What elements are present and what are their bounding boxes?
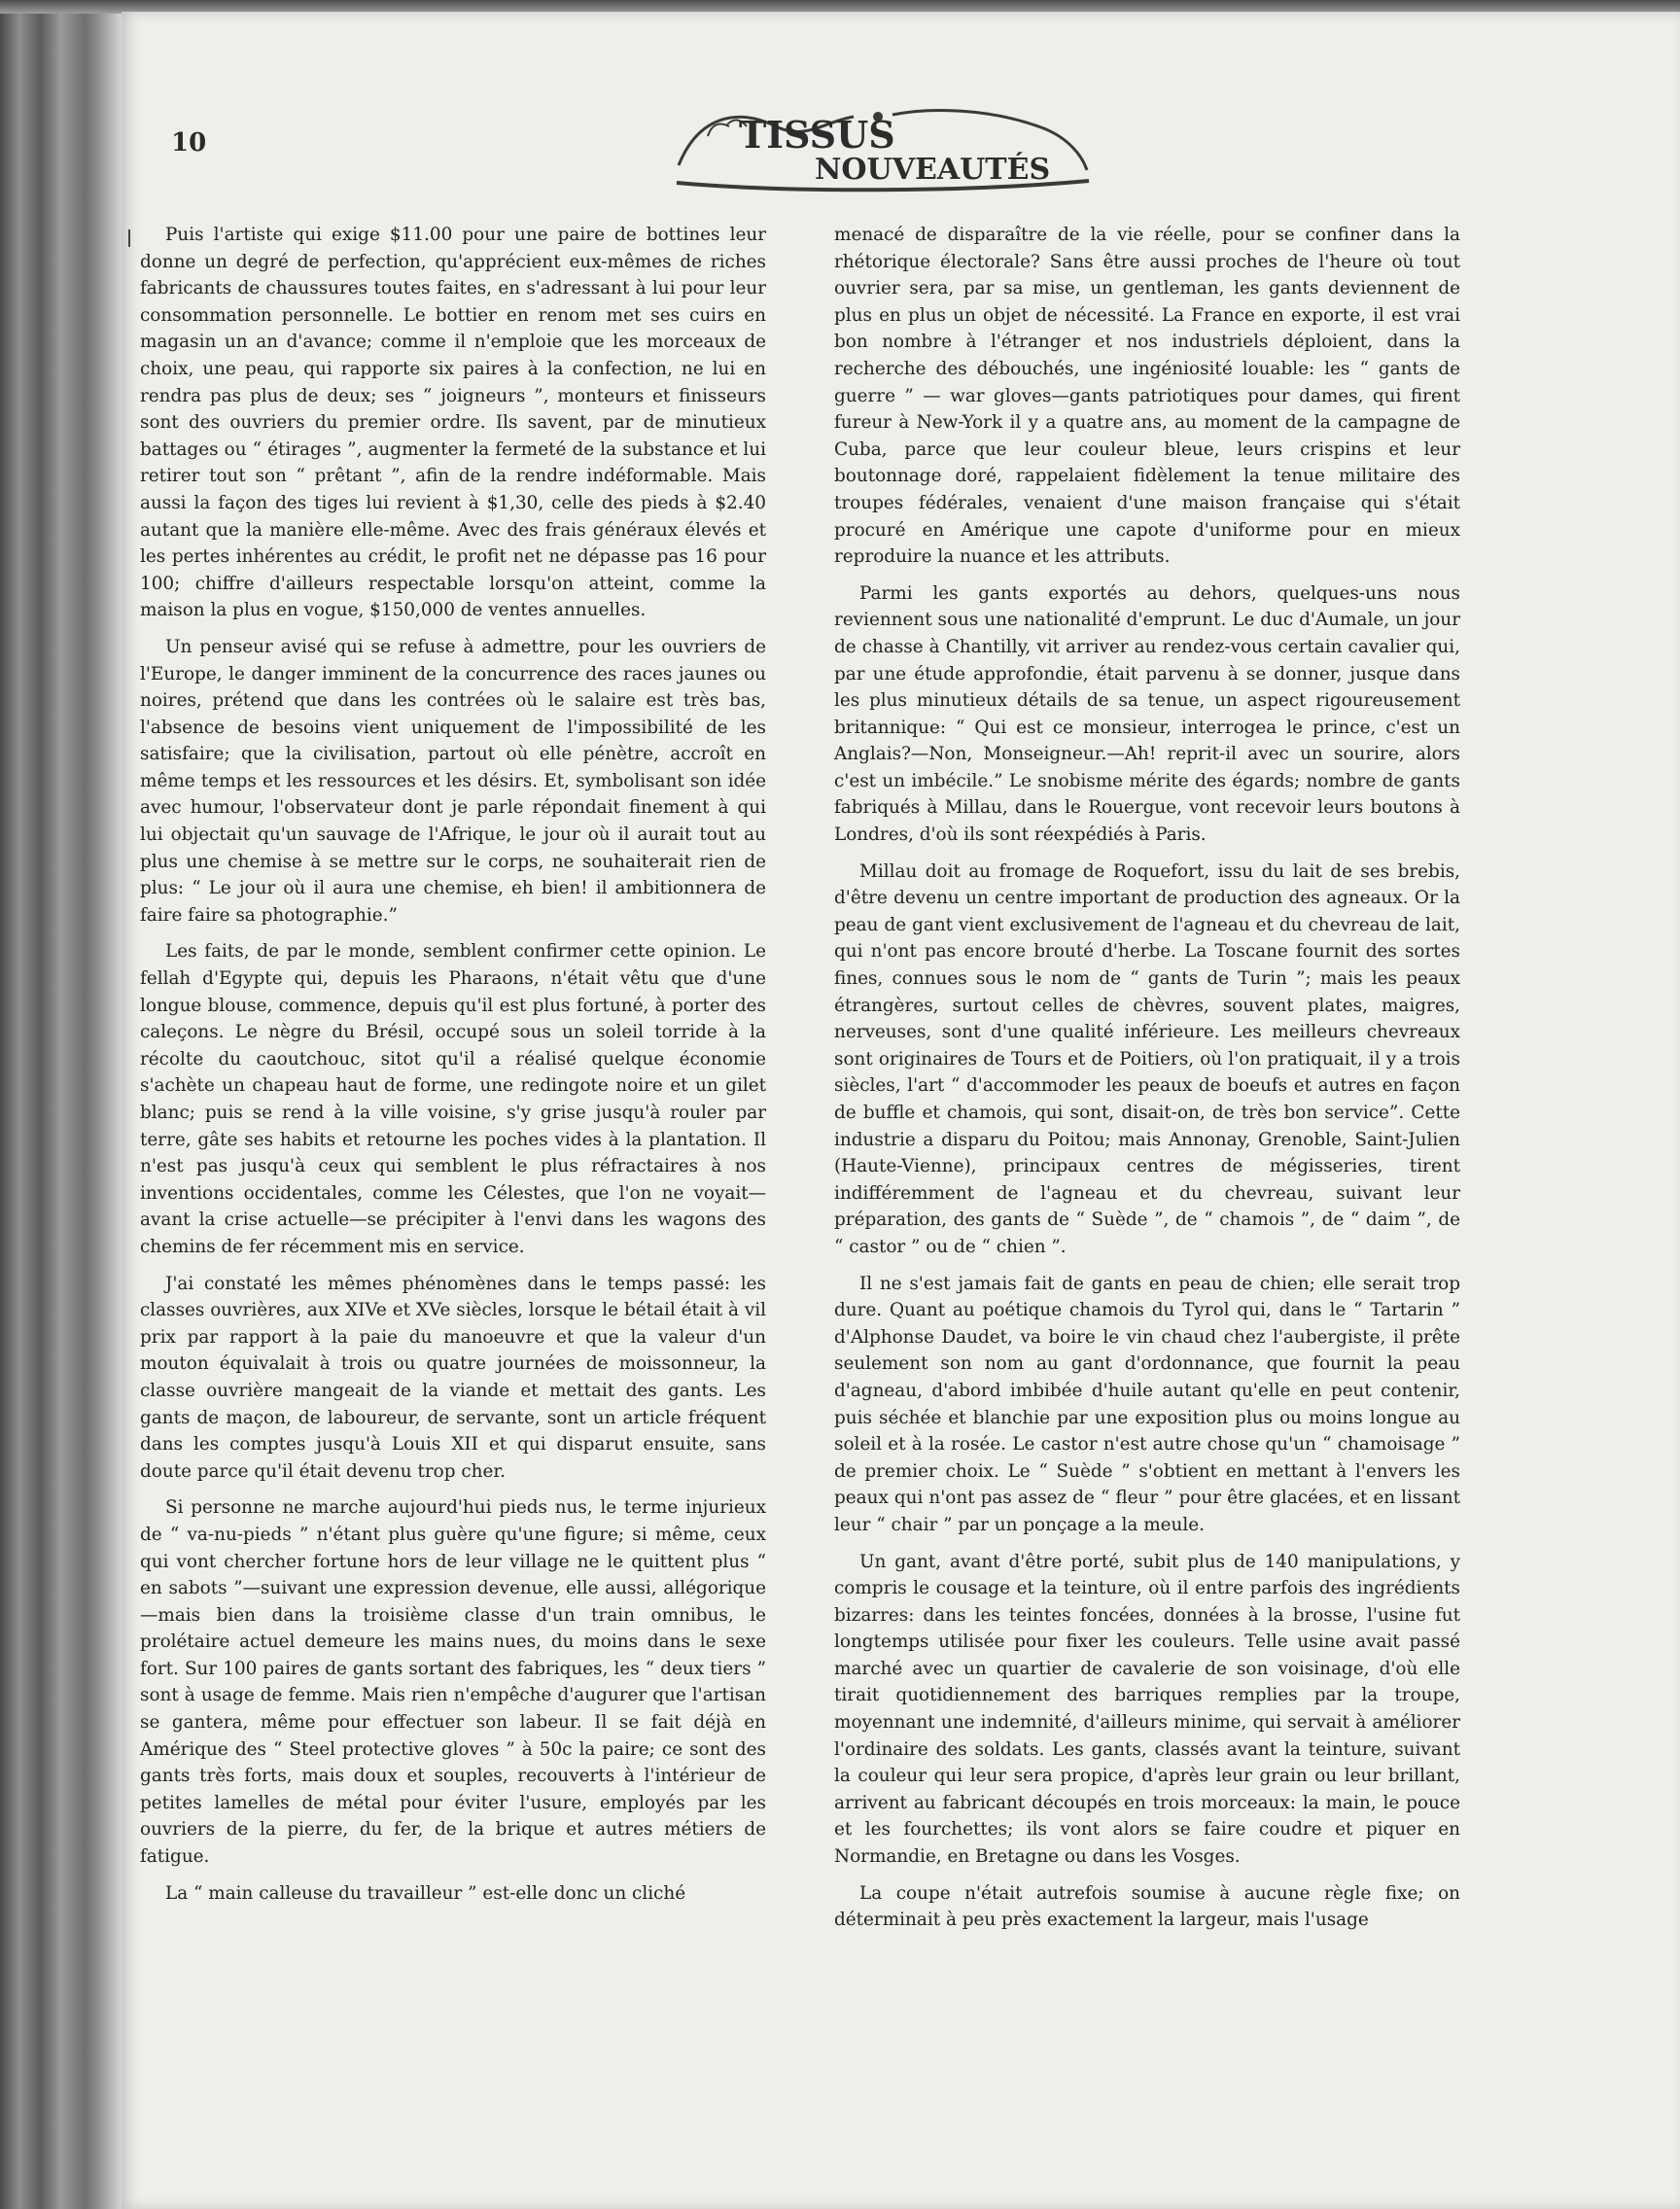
right-paragraph-1: menacé de disparaître de la vie réelle, pour se confiner dans la rhétorique électorale? Sans être aussi proches de l'heure où tout ouvrier sera, par sa mise, un gentleman, les gants deviennent de plus en plus un objet de nécessité. La France en exporte, il est vrai bon nombre à l'étranger et nos industriels déploient, dans la recherche des débouchés, une ingéniosité louable: les “ gants de guerre ” — war gloves—gants patriotiques pour dames, qui firent fureur à New-York il y a quatre ans, au moment de la campagne de Cuba, parce que leur couleur bleue, leurs crispins et leur boutonnage doré, rappelaient fidèlement la tenue militaire des troupes fédérales, venaient d'une maison française qui s'était procuré en Amérique une capote d'uniforme pour en mieux reproduire la nuance et les attributs. <box>834 225 1460 568</box>
page-number: 10 <box>171 128 207 158</box>
masthead-line1: TISSUS <box>739 113 895 157</box>
left-paragraph-2: Un penseur avisé qui se refuse à admettre, pour les ouvriers de l'Europe, le danger imminent de la concurrence des races jaunes ou noires, prétend que dans les contrées où le salaire est très bas, l'absence de besoins vient uniquement de l'impossibilité de les satisfaire; que la civilisation, partout où elle pénètre, accroît en même temps et les ressources et les désirs. Et, symbolisant son idée avec humour, l'observateur dont je parle répondait finement à qui lui objectait qu'un sauvage de l'Afrique, le jour où il aurait tout au plus une chemise à se mettre sur le corps, ne souhaiterait rien de plus: “ Le jour où il aura une chemise, eh bien! il ambitionnera de faire faire sa photographie.” <box>140 636 766 926</box>
left-paragraph-5: Si personne ne marche aujourd'hui pieds nus, le terme injurieux de “ va-nu-pieds ” n'étant plus guère qu'une figure; si même, ceux qui vont chercher fortune hors de leur village ne le quittent plus “ en sabots ”—suivant une expression devenue, elle aussi, allégorique—mais bien dans la troisième classe d'un train omnibus, le prolétaire actuel demeure les mains nues, du moins dans le sexe fort. Sur 100 paires de gants sortant des fabriques, les “ deux tiers ” sont à usage de femme. Mais rien n'empêche d'augurer que l'artisan se gantera, même pour effectuer son labeur. Il se fait déjà en Amérique des “ Steel protective gloves ” à 50c la paire; ce sont des gants très forts, mais doux et souples, recouverts à l'intérieur de petites lamelles de métal pour éviter l'usure, employés par les ouvriers de la pierre, du fer, de la brique et autres métiers de fatigue. <box>140 1497 766 1868</box>
masthead-logo-graphic <box>669 97 1095 198</box>
left-paragraph-4: J'ai constaté les mêmes phénomènes dans le temps passé: les classes ouvrières, aux XIVe et XVe siècles, lorsque le bétail était à vil prix par rapport à la paie du manoeuvre et que la valeur d'un mouton équivalait à trois ou quatre journées de moissonneur, la classe ouvrière mangeait de la viande et mettait des gants. Les gants de maçon, de laboureur, de servante, sont un article fréquent dans les comptes jusqu'à Louis XII et qui disparut ensuite, sans doute parce qu'il était devenu trop cher. <box>140 1273 766 1482</box>
right-paragraph-4: Il ne s'est jamais fait de gants en peau de chien; elle serait trop dure. Quant au poétique chamois du Tyrol qui, dans le “ Tartarin ” d'Alphonse Daudet, va boire le vin chaud chez l'aubergiste, il prête seulement son nom au gant d'ordonnance, que fournit la peau d'agneau, d'abord imbibée d'huile autant qu'elle en peut contenir, puis séchée et blanchie par une exposition plus ou moins longue au soleil et à la rosée. Le castor n'est autre chose qu'un “ chamoisage ” de premier choix. Le “ Suède ” s'obtient en mettant à l'envers les peaux qui n'ont pas assez de “ fleur ” pour être glacées, et en lissant leur “ chair ” par un ponçage a la meule. <box>834 1273 1460 1535</box>
right-paragraph-6: La coupe n'était autrefois soumise à aucune règle fixe; on déterminait à peu près exactement la largeur, mais l'usage <box>834 1882 1460 1931</box>
margin-mark <box>128 229 130 247</box>
left-paragraph-1: Puis l'artiste qui exige $11.00 pour une paire de bottines leur donne un degré de perfection, qu'apprécient eux-mêmes de riches fabricants de chaussures toutes faites, en s'adressant à lui pour leur consommation personnelle. Le bottier en renom met ses cuirs en magasin un an d'avance; comme il n'emploie que les morceaux de choix, une peau, qui rapporte six paires à la confection, ne lui en rendra pas plus de deux; ses “ joigneurs ”, monteurs et finisseurs sont des ouvriers du premier ordre. Ils savent, par de minutieux battages ou “ étirages ”, augmenter la fermeté de la substance et lui retirer tout son “ prêtant ”, afin de la rendre indéformable. Mais aussi la façon des tiges lui revient à $1,30, celle des pieds à $2.40 autant que la manière elle-même. Avec des frais généraux élevés et les pertes inhérentes au crédit, le profit net ne dépasse pas 16 pour 100; chiffre d'ailleurs respectable lorsqu'on atteint, comme la maison la plus en vogue, $150,000 de ventes annuelles. <box>140 225 766 621</box>
masthead-line2: NOUVEAUTÉS <box>815 153 1051 187</box>
right-paragraph-2: Parmi les gants exportés au dehors, quelques-uns nous reviennent sous une nationalité d'emprunt. Le duc d'Aumale, un jour de chasse à Chantilly, vit arriver au rendez-vous certain cavalier qui, par une étude approfondie, était parvenu à se donner, jusque dans les plus minutieux détails de sa tenue, un aspect rigoureusement britannique: “ Qui est ce monsieur, interrogea le prince, c'est un Anglais?—Non, Monseigneur.—Ah! reprit-il avec un sourire, alors c'est un imbécile.” Le snobisme mérite des égards; nombre de gants fabriqués à Millau, dans le Rouergue, vont recevoir leurs boutons à Londres, d'où ils sont réexpédiés à Paris. <box>834 582 1460 846</box>
left-column <box>140 222 766 2069</box>
right-paragraph-3: Millau doit au fromage de Roquefort, issu du lait de ses brebis, d'être devenu un centre important de production des agneaux. Or la peau de gant vient exclusivement de l'agneau et du chevreau de lait, qui n'ont pas encore brouté d'herbe. La Toscane fournit des sortes fines, connues sous le nom de “ gants de Turin ”; mais les peaux étrangères, surtout celles de chèvres, souvent plates, maigres, nerveuses, sont d'une qualité inférieure. Les meilleurs chevreaux sont originaires de Tours et de Poitiers, où l'on pratiquait, il y a trois siècles, l'art “ d'accommoder les peaux de boeufs et autres en façon de buffle et chamois, qui sont, disait-on, de très bon service”. Cette industrie a disparu du Poitou; mais Annonay, Grenoble, Saint-Julien (Haute-Vienne), principaux centres de mégisseries, tirent indifféremment de l'agneau et du chevreau, suivant leur préparation, des gants de “ Suède ”, de “ chamois ”, de “ daim ”, de “ castor ” ou de “ chien ”. <box>834 860 1460 1257</box>
right-column <box>834 222 1460 2069</box>
left-paragraph-3: Les faits, de par le monde, semblent confirmer cette opinion. Le fellah d'Egypte qui, depuis les Pharaons, n'était vêtu que d'une longue blouse, commence, depuis qu'il est plus fortuné, à porter des caleçons. Le nègre du Brésil, occupé sous un soleil torride à la récolte du caoutchouc, sitot qu'il a réalisé quelque économie s'achète un chapeau haut de forme, une redingote noire et un gilet blanc; puis se rend à la ville voisine, s'y grise jusqu'à rouler par terre, gâte ses habits et retourne les poches vides à la plantation. Il n'est pas jusqu'à ceux qui semblent le plus réfractaires à nos inventions occidentales, comme les Célestes, que l'on ne voyait—avant la crise actuelle—se précipiter à l'envi dans les wagons des chemins de fer récemment mis en service. <box>140 941 766 1257</box>
right-paragraph-5: Un gant, avant d'être porté, subit plus de 140 manipulations, y compris le cousage et la teinture, où il entre parfois des ingrédients bizarres: dans les teintes foncées, données à la brosse, l'usine fut longtemps utilisée pour fixer les couleurs. Telle usine avait passé marché avec un quartier de cavalerie de son voisinage, d'où elle tirait quotidiennement des barriques remplies par la troupe, moyennant une indemnité, d'ailleurs minime, qui servait à améliorer l'ordinaire des soldats. Les gants, classés avant la teinture, suivant la couleur qui leur sera propice, d'après leur grain ou leur brillant, arrivent au fabricant découpés en trois morceaux: la main, le pouce et les fourchettes; ils vont alors se faire coudre et piquer en Normandie, en Bretagne ou dans les Vosges. <box>834 1551 1460 1868</box>
left-paragraph-6: La “ main calleuse du travailleur ” est-elle donc un cliché <box>165 1882 686 1904</box>
book-spine-edge <box>0 0 122 2209</box>
masthead-logo <box>669 97 1095 198</box>
